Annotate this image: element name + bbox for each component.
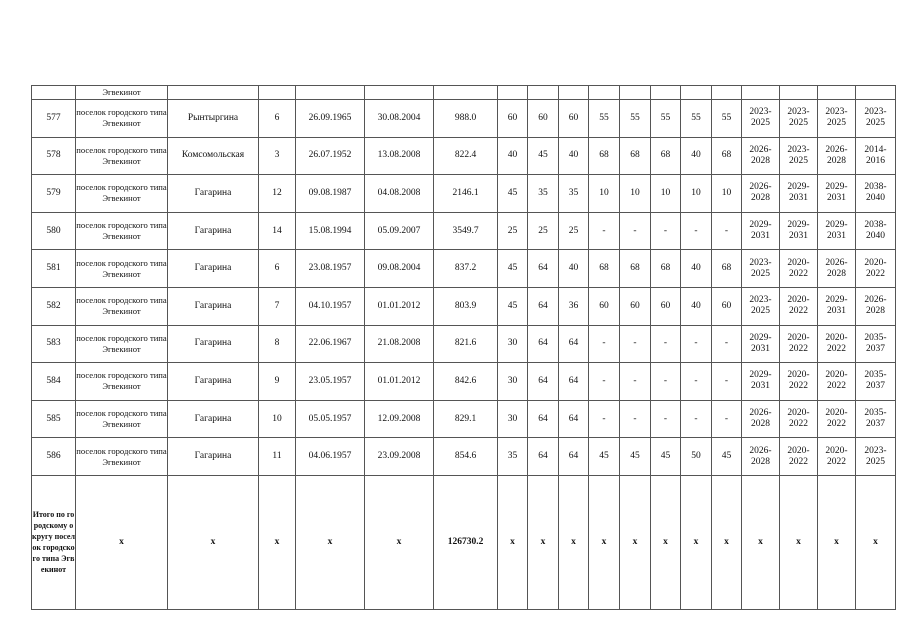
street-cell: Рынтыргина xyxy=(168,100,259,138)
total-x-cell: х xyxy=(712,475,742,609)
house-number-cell: 9 xyxy=(259,363,296,401)
row-number-cell: 577 xyxy=(32,100,76,138)
total-x-cell: х xyxy=(498,475,528,609)
value-cell: 68 xyxy=(589,250,620,288)
value-cell: 60 xyxy=(589,287,620,325)
value-cell: 64 xyxy=(528,250,559,288)
value-cell: 55 xyxy=(651,100,681,138)
table-row xyxy=(32,212,896,250)
value-cell: - xyxy=(712,400,742,438)
period-cell: 2038- 2040 xyxy=(856,212,896,250)
period-cell: 2023- 2025 xyxy=(818,100,856,138)
date-cell: 09.08.2004 xyxy=(365,250,434,288)
date-cell: 13.08.2008 xyxy=(365,137,434,175)
area-cell: 854.6 xyxy=(434,438,498,476)
total-x-cell: х xyxy=(651,475,681,609)
total-area-cell: 126730.2 xyxy=(434,475,498,609)
value-cell: 40 xyxy=(681,287,712,325)
value-cell: 30 xyxy=(498,325,528,363)
area-cell: 988.0 xyxy=(434,100,498,138)
value-cell: 50 xyxy=(681,438,712,476)
value-cell: 64 xyxy=(559,363,589,401)
table-row xyxy=(32,363,896,401)
value-cell: - xyxy=(712,363,742,401)
row-number-cell: 584 xyxy=(32,363,76,401)
street-cell: Гагарина xyxy=(168,250,259,288)
period-cell: 2026- 2028 xyxy=(742,438,780,476)
period-cell: 2029- 2031 xyxy=(742,325,780,363)
street-cell: Комсомольская xyxy=(168,137,259,175)
date-cell: 01.01.2012 xyxy=(365,363,434,401)
value-cell: 36 xyxy=(559,287,589,325)
value-cell: 68 xyxy=(712,250,742,288)
total-x-cell: х xyxy=(296,475,365,609)
value-cell: 45 xyxy=(528,137,559,175)
period-cell: 2029- 2031 xyxy=(818,175,856,213)
continuation-row xyxy=(32,86,896,100)
value-cell: 35 xyxy=(528,175,559,213)
area-cell: 3549.7 xyxy=(434,212,498,250)
street-cell: Гагарина xyxy=(168,175,259,213)
value-cell: - xyxy=(651,212,681,250)
row-number-cell: 582 xyxy=(32,287,76,325)
value-cell: 30 xyxy=(498,400,528,438)
value-cell: 68 xyxy=(651,137,681,175)
street-cell: Гагарина xyxy=(168,287,259,325)
value-cell: - xyxy=(589,325,620,363)
value-cell: 64 xyxy=(528,438,559,476)
period-cell: 2029- 2031 xyxy=(742,363,780,401)
value-cell: 64 xyxy=(528,287,559,325)
value-cell: 40 xyxy=(559,137,589,175)
house-number-cell: 6 xyxy=(259,250,296,288)
period-cell: 2023- 2025 xyxy=(742,100,780,138)
date-cell: 23.09.2008 xyxy=(365,438,434,476)
settlement-cell: Эгвекинот xyxy=(76,86,168,100)
table-row xyxy=(32,325,896,363)
total-x-cell: х xyxy=(681,475,712,609)
total-x-cell: х xyxy=(168,475,259,609)
house-number-cell: 3 xyxy=(259,137,296,175)
value-cell: - xyxy=(712,212,742,250)
total-row xyxy=(32,475,896,609)
value-cell: 45 xyxy=(712,438,742,476)
street-cell: Гагарина xyxy=(168,212,259,250)
period-cell: 2020- 2022 xyxy=(856,250,896,288)
settlement-cell: поселок городского типа Эгвекинот xyxy=(76,137,168,175)
settlement-cell: поселок городского типа Эгвекинот xyxy=(76,363,168,401)
table-row xyxy=(32,137,896,175)
settlement-cell: поселок городского типа Эгвекинот xyxy=(76,287,168,325)
period-cell: 2035- 2037 xyxy=(856,400,896,438)
value-cell: 64 xyxy=(528,325,559,363)
value-cell: - xyxy=(681,363,712,401)
date-cell: 04.10.1957 xyxy=(296,287,365,325)
period-cell: 2020- 2022 xyxy=(818,438,856,476)
value-cell: - xyxy=(712,325,742,363)
settlement-cell: поселок городского типа Эгвекинот xyxy=(76,100,168,138)
period-cell: 2020- 2022 xyxy=(780,400,818,438)
value-cell: 68 xyxy=(651,250,681,288)
date-cell: 26.07.1952 xyxy=(296,137,365,175)
value-cell: 10 xyxy=(712,175,742,213)
value-cell: 45 xyxy=(498,287,528,325)
total-x-cell: х xyxy=(259,475,296,609)
date-cell: 22.06.1967 xyxy=(296,325,365,363)
value-cell: 45 xyxy=(589,438,620,476)
date-cell: 15.08.1994 xyxy=(296,212,365,250)
value-cell: 45 xyxy=(498,175,528,213)
period-cell: 2020- 2022 xyxy=(818,363,856,401)
street-cell: Гагарина xyxy=(168,325,259,363)
date-cell: 09.08.1987 xyxy=(296,175,365,213)
table-row xyxy=(32,175,896,213)
value-cell: 64 xyxy=(528,363,559,401)
period-cell: 2020- 2022 xyxy=(780,325,818,363)
period-cell: 2026- 2028 xyxy=(856,287,896,325)
row-number-cell: 579 xyxy=(32,175,76,213)
period-cell: 2029- 2031 xyxy=(742,212,780,250)
settlement-cell: поселок городского типа Эгвекинот xyxy=(76,250,168,288)
settlement-cell: поселок городского типа Эгвекинот xyxy=(76,212,168,250)
value-cell: - xyxy=(651,325,681,363)
value-cell: 68 xyxy=(620,137,651,175)
value-cell: - xyxy=(681,325,712,363)
value-cell: 10 xyxy=(620,175,651,213)
settlement-cell: поселок городского типа Эгвекинот xyxy=(76,325,168,363)
table-row xyxy=(32,287,896,325)
value-cell: 60 xyxy=(712,287,742,325)
value-cell: - xyxy=(620,363,651,401)
value-cell: 55 xyxy=(620,100,651,138)
value-cell: - xyxy=(589,400,620,438)
value-cell: 60 xyxy=(498,100,528,138)
value-cell: 60 xyxy=(528,100,559,138)
value-cell: 64 xyxy=(559,325,589,363)
value-cell: 30 xyxy=(498,363,528,401)
period-cell: 2014- 2016 xyxy=(856,137,896,175)
value-cell: 55 xyxy=(681,100,712,138)
total-label-cell: Итого по городскому округу поселок городского типа Эгвекинот xyxy=(32,475,76,609)
date-cell: 05.09.2007 xyxy=(365,212,434,250)
area-cell: 842.6 xyxy=(434,363,498,401)
row-number-cell: 580 xyxy=(32,212,76,250)
street-cell: Гагарина xyxy=(168,400,259,438)
area-cell: 837.2 xyxy=(434,250,498,288)
table-row xyxy=(32,250,896,288)
total-x-cell: х xyxy=(742,475,780,609)
period-cell: 2035- 2037 xyxy=(856,363,896,401)
house-number-cell: 14 xyxy=(259,212,296,250)
date-cell: 23.05.1957 xyxy=(296,363,365,401)
value-cell: 25 xyxy=(528,212,559,250)
area-cell: 2146.1 xyxy=(434,175,498,213)
value-cell: 25 xyxy=(498,212,528,250)
area-cell: 803.9 xyxy=(434,287,498,325)
period-cell: 2020- 2022 xyxy=(780,250,818,288)
total-x-cell: х xyxy=(76,475,168,609)
date-cell: 12.09.2008 xyxy=(365,400,434,438)
value-cell: 55 xyxy=(712,100,742,138)
value-cell: 35 xyxy=(498,438,528,476)
total-x-cell: х xyxy=(780,475,818,609)
period-cell: 2023- 2025 xyxy=(742,287,780,325)
period-cell: 2023- 2025 xyxy=(780,137,818,175)
area-cell: 822.4 xyxy=(434,137,498,175)
date-cell: 30.08.2004 xyxy=(365,100,434,138)
total-x-cell: х xyxy=(818,475,856,609)
total-x-cell: х xyxy=(365,475,434,609)
period-cell: 2020- 2022 xyxy=(780,287,818,325)
settlement-cell: поселок городского типа Эгвекинот xyxy=(76,438,168,476)
row-number-cell: 585 xyxy=(32,400,76,438)
value-cell: - xyxy=(651,400,681,438)
house-number-cell: 12 xyxy=(259,175,296,213)
total-x-cell: х xyxy=(620,475,651,609)
period-cell: 2029- 2031 xyxy=(780,175,818,213)
period-cell: 2029- 2031 xyxy=(818,212,856,250)
house-number-cell: 8 xyxy=(259,325,296,363)
period-cell: 2026- 2028 xyxy=(818,137,856,175)
period-cell: 2020- 2022 xyxy=(780,363,818,401)
value-cell: 40 xyxy=(681,137,712,175)
period-cell: 2023- 2025 xyxy=(856,438,896,476)
value-cell: 68 xyxy=(712,137,742,175)
value-cell: 68 xyxy=(589,137,620,175)
value-cell: - xyxy=(620,325,651,363)
value-cell: - xyxy=(589,363,620,401)
row-number-cell: 586 xyxy=(32,438,76,476)
value-cell: - xyxy=(681,400,712,438)
period-cell: 2029- 2031 xyxy=(818,287,856,325)
value-cell: - xyxy=(651,363,681,401)
value-cell: 64 xyxy=(559,400,589,438)
period-cell: 2020- 2022 xyxy=(818,400,856,438)
value-cell: 64 xyxy=(559,438,589,476)
house-number-cell: 7 xyxy=(259,287,296,325)
period-cell: 2026- 2028 xyxy=(742,400,780,438)
period-cell: 2026- 2028 xyxy=(818,250,856,288)
table-row xyxy=(32,100,896,138)
value-cell: - xyxy=(681,212,712,250)
row-number-cell: 581 xyxy=(32,250,76,288)
total-x-cell: х xyxy=(528,475,559,609)
settlement-cell: поселок городского типа Эгвекинот xyxy=(76,400,168,438)
period-cell: 2020- 2022 xyxy=(780,438,818,476)
value-cell: 60 xyxy=(620,287,651,325)
value-cell: 40 xyxy=(498,137,528,175)
value-cell: - xyxy=(620,400,651,438)
value-cell: 25 xyxy=(559,212,589,250)
value-cell: 40 xyxy=(681,250,712,288)
period-cell: 2023- 2025 xyxy=(856,100,896,138)
value-cell: 45 xyxy=(620,438,651,476)
street-cell: Гагарина xyxy=(168,438,259,476)
row-number-cell: 578 xyxy=(32,137,76,175)
period-cell: 2020- 2022 xyxy=(818,325,856,363)
value-cell: 68 xyxy=(620,250,651,288)
value-cell: 10 xyxy=(651,175,681,213)
value-cell: 35 xyxy=(559,175,589,213)
house-number-cell: 11 xyxy=(259,438,296,476)
value-cell: 60 xyxy=(559,100,589,138)
total-x-cell: х xyxy=(559,475,589,609)
table-row xyxy=(32,438,896,476)
date-cell: 04.08.2008 xyxy=(365,175,434,213)
value-cell: 45 xyxy=(651,438,681,476)
value-cell: - xyxy=(620,212,651,250)
period-cell: 2023- 2025 xyxy=(780,100,818,138)
total-x-cell: х xyxy=(856,475,896,609)
street-cell: Гагарина xyxy=(168,363,259,401)
date-cell: 05.05.1957 xyxy=(296,400,365,438)
value-cell: 45 xyxy=(498,250,528,288)
date-cell: 04.06.1957 xyxy=(296,438,365,476)
value-cell: 55 xyxy=(589,100,620,138)
period-cell: 2029- 2031 xyxy=(780,212,818,250)
date-cell: 26.09.1965 xyxy=(296,100,365,138)
table-row xyxy=(32,400,896,438)
settlement-cell: поселок городского типа Эгвекинот xyxy=(76,175,168,213)
value-cell: 40 xyxy=(559,250,589,288)
date-cell: 01.01.2012 xyxy=(365,287,434,325)
date-cell: 23.08.1957 xyxy=(296,250,365,288)
value-cell: - xyxy=(589,212,620,250)
period-cell: 2023- 2025 xyxy=(742,250,780,288)
value-cell: 64 xyxy=(528,400,559,438)
value-cell: 60 xyxy=(651,287,681,325)
value-cell: 10 xyxy=(681,175,712,213)
value-cell: 10 xyxy=(589,175,620,213)
period-cell: 2035- 2037 xyxy=(856,325,896,363)
date-cell: 21.08.2008 xyxy=(365,325,434,363)
total-x-cell: х xyxy=(589,475,620,609)
area-cell: 821.6 xyxy=(434,325,498,363)
housing-table xyxy=(31,85,896,610)
house-number-cell: 6 xyxy=(259,100,296,138)
period-cell: 2026- 2028 xyxy=(742,137,780,175)
period-cell: 2026- 2028 xyxy=(742,175,780,213)
area-cell: 829.1 xyxy=(434,400,498,438)
house-number-cell: 10 xyxy=(259,400,296,438)
row-number-cell: 583 xyxy=(32,325,76,363)
period-cell: 2038- 2040 xyxy=(856,175,896,213)
